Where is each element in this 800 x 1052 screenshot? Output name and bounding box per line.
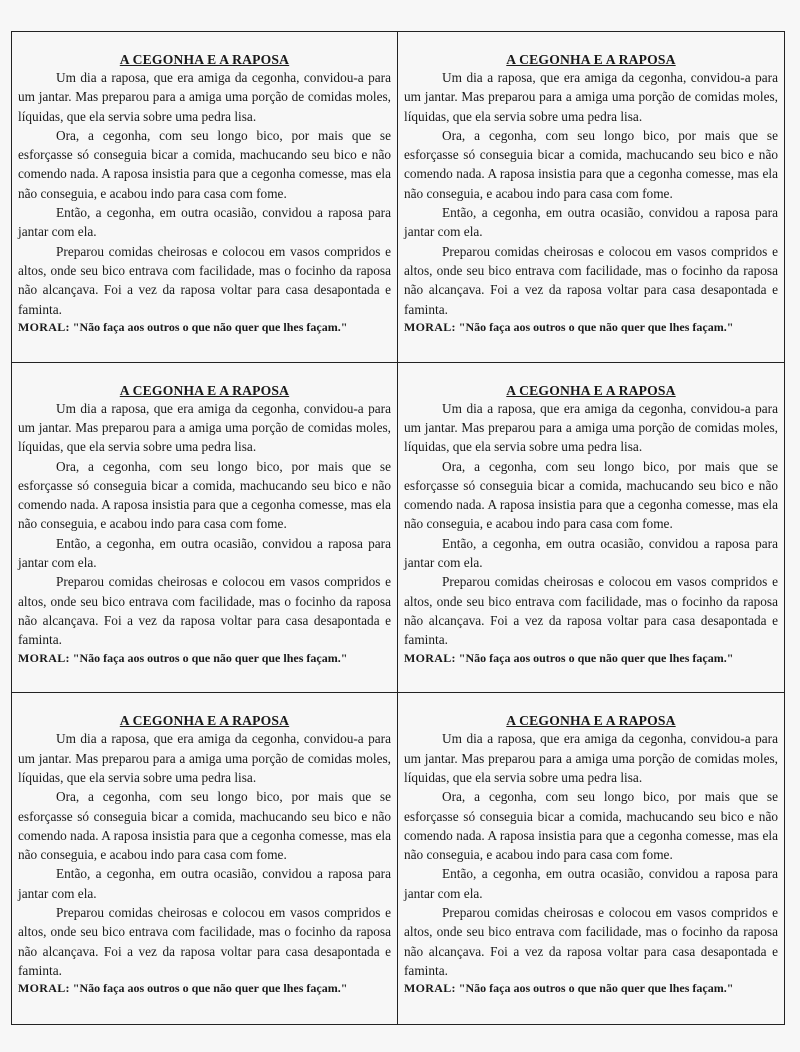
story-card <box>12 363 398 694</box>
story-paragraph: Então, a cegonha, em outra ocasião, convidou a raposa para jantar com ela. <box>404 205 778 240</box>
moral-label: MORAL: <box>18 981 70 996</box>
story-moral <box>404 651 778 666</box>
story-paragraph: Ora, a cegonha, com seu longo bico, por mais que se esforçasse só conseguia bicar a comida, machucando seu bico e não comendo nada. A raposa insistia para que a cegonha comesse, mas ela não conseguia, e acabou indo para casa com fome. <box>404 458 778 532</box>
story-paragraph: Preparou comidas cheirosas e colocou em vasos compridos e altos, onde seu bico entrava com facilidade, mas o focinho da raposa não alcançava. Foi a vez da raposa voltar para casa desapontada e faminta. <box>404 243 778 317</box>
moral-label: MORAL: <box>18 650 70 665</box>
story-card <box>398 363 784 694</box>
moral-label: MORAL: <box>404 981 456 996</box>
story-paragraph: Ora, a cegonha, com seu longo bico, por mais que se esforçasse só conseguia bicar a comida, machucando seu bico e não comendo nada. A raposa insistia para que a cegonha comesse, mas ela não conseguia, e acabou indo para casa com fome. <box>404 127 778 201</box>
story-moral <box>18 320 391 335</box>
story-paragraph: Ora, a cegonha, com seu longo bico, por mais que se esforçasse só conseguia bicar a comida, machucando seu bico e não comendo nada. A raposa insistia para que a cegonha comesse, mas ela não conseguia, e acabou indo para casa com fome. <box>18 789 391 863</box>
story-moral <box>18 651 391 666</box>
story-paragraph: Preparou comidas cheirosas e colocou em vasos compridos e altos, onde seu bico entrava com facilidade, mas o focinho da raposa não alcançava. Foi a vez da raposa voltar para casa desapontada e faminta. <box>18 574 391 648</box>
story-moral <box>18 981 391 996</box>
moral-text: "Não faça aos outros o que não quer que lhes façam." <box>458 981 734 996</box>
story-title: A CEGONHA E A RAPOSA <box>506 713 676 729</box>
story-paragraph: Ora, a cegonha, com seu longo bico, por mais que se esforçasse só conseguia bicar a comida, machucando seu bico e não comendo nada. A raposa insistia para que a cegonha comesse, mas ela não conseguia, e acabou indo para casa com fome. <box>404 789 778 863</box>
story-paragraph: Então, a cegonha, em outra ocasião, convidou a raposa para jantar com ela. <box>18 866 391 901</box>
story-card <box>398 693 784 1024</box>
story-paragraph: Preparou comidas cheirosas e colocou em vasos compridos e altos, onde seu bico entrava com facilidade, mas o focinho da raposa não alcançava. Foi a vez da raposa voltar para casa desapontada e faminta. <box>404 574 778 648</box>
story-paragraph: Então, a cegonha, em outra ocasião, convidou a raposa para jantar com ela. <box>404 535 778 571</box>
story-paragraph: Um dia a raposa, que era amiga da cegonha, convidou-a para um jantar. Mas preparou para a amiga uma porção de comidas moles, líquidas, que ela servia sobre uma pedra lisa. <box>18 70 391 124</box>
moral-text: "Não faça aos outros o que não quer que lhes façam." <box>458 319 734 334</box>
story-card <box>12 32 398 363</box>
story-moral <box>404 981 778 996</box>
printable-sheet <box>11 31 785 1025</box>
story-title: A CEGONHA E A RAPOSA <box>119 382 290 398</box>
moral-text: "Não faça aos outros o que não quer que lhes façam." <box>72 650 348 665</box>
story-paragraph: Ora, a cegonha, com seu longo bico, por mais que se esforçasse só conseguia bicar a comida, machucando seu bico e não comendo nada. A raposa insistia para que a cegonha comesse, mas ela não conseguia, e acabou indo para casa com fome. <box>18 458 391 532</box>
story-title: A CEGONHA E A RAPOSA <box>119 52 290 67</box>
moral-text: "Não faça aos outros o que não quer que lhes façam." <box>458 650 734 665</box>
story-paragraph: Um dia a raposa, que era amiga da cegonha, convidou-a para um jantar. Mas preparou para a amiga uma porção de comidas moles, líquidas, que ela servia sobre uma pedra lisa. <box>18 731 391 785</box>
story-paragraph: Ora, a cegonha, com seu longo bico, por mais que se esforçasse só conseguia bicar a comida, machucando seu bico e não comendo nada. A raposa insistia para que a cegonha comesse, mas ela não conseguia, e acabou indo para casa com fome. <box>18 127 391 201</box>
story-title: A CEGONHA E A RAPOSA <box>119 713 290 729</box>
story-paragraph: Então, a cegonha, em outra ocasião, convidou a raposa para jantar com ela. <box>18 535 391 571</box>
story-moral <box>404 320 778 335</box>
moral-label: MORAL: <box>18 319 70 334</box>
moral-text: "Não faça aos outros o que não quer que lhes façam." <box>72 319 348 334</box>
story-paragraph: Preparou comidas cheirosas e colocou em vasos compridos e altos, onde seu bico entrava com facilidade, mas o focinho da raposa não alcançava. Foi a vez da raposa voltar para casa desapontada e faminta. <box>18 905 391 978</box>
story-paragraph: Então, a cegonha, em outra ocasião, convidou a raposa para jantar com ela. <box>18 205 391 240</box>
moral-label: MORAL: <box>404 319 456 334</box>
story-paragraph: Então, a cegonha, em outra ocasião, convidou a raposa para jantar com ela. <box>404 866 778 901</box>
moral-label: MORAL: <box>404 650 456 665</box>
story-paragraph: Um dia a raposa, que era amiga da cegonha, convidou-a para um jantar. Mas preparou para a amiga uma porção de comidas moles, líquidas, que ela servia sobre uma pedra lisa. <box>404 400 778 455</box>
story-paragraph: Um dia a raposa, que era amiga da cegonha, convidou-a para um jantar. Mas preparou para a amiga uma porção de comidas moles, líquidas, que ela servia sobre uma pedra lisa. <box>18 400 391 455</box>
story-card <box>398 32 784 363</box>
story-card <box>12 693 398 1024</box>
story-paragraph: Um dia a raposa, que era amiga da cegonha, convidou-a para um jantar. Mas preparou para a amiga uma porção de comidas moles, líquidas, que ela servia sobre uma pedra lisa. <box>404 70 778 124</box>
moral-text: "Não faça aos outros o que não quer que lhes façam." <box>72 981 348 996</box>
story-paragraph: Preparou comidas cheirosas e colocou em vasos compridos e altos, onde seu bico entrava com facilidade, mas o focinho da raposa não alcançava. Foi a vez da raposa voltar para casa desapontada e faminta. <box>404 905 778 978</box>
story-title: A CEGONHA E A RAPOSA <box>506 382 676 398</box>
story-paragraph: Preparou comidas cheirosas e colocou em vasos compridos e altos, onde seu bico entrava com facilidade, mas o focinho da raposa não alcançava. Foi a vez da raposa voltar para casa desapontada e faminta. <box>18 243 391 317</box>
story-title: A CEGONHA E A RAPOSA <box>506 52 676 67</box>
story-paragraph: Um dia a raposa, que era amiga da cegonha, convidou-a para um jantar. Mas preparou para a amiga uma porção de comidas moles, líquidas, que ela servia sobre uma pedra lisa. <box>404 731 778 785</box>
